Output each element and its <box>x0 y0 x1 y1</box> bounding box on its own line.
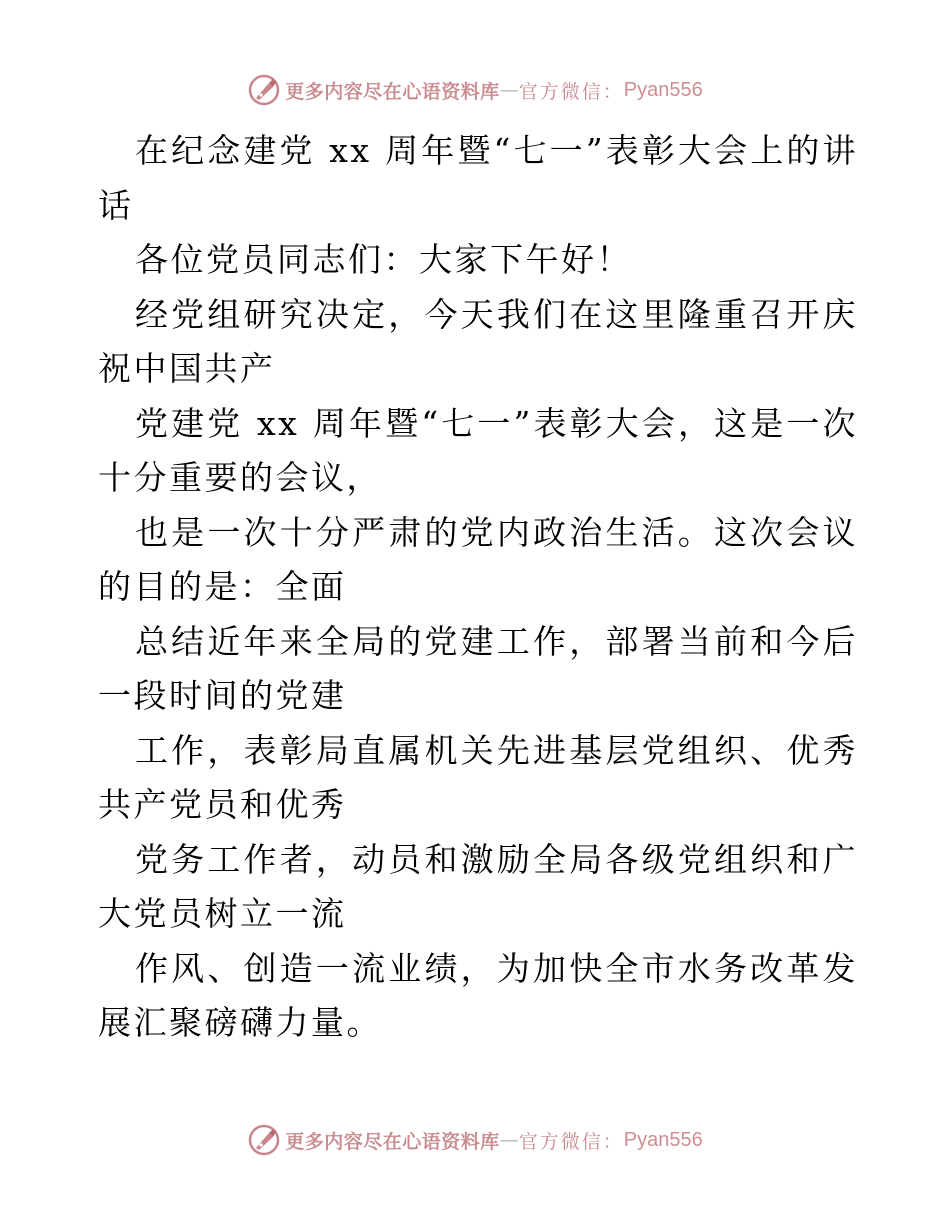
banner-brand-text: 更多内容尽在心语资料库 <box>285 80 500 103</box>
document-title: 在纪念建党 xx 周年暨“七一”表彰大会上的讲话 <box>98 131 858 225</box>
header-watermark-banner <box>0 70 950 110</box>
paragraph: 党建党 xx 周年暨“七一”表彰大会，这是一次十分重要的会议， <box>98 403 858 497</box>
paragraph: 作风、创造一流业绩，为加快全市水务改革发展汇聚磅礴力量。 <box>98 948 858 1042</box>
paragraph: 也是一次十分严肃的党内政治生活。这次会议的目的是：全面 <box>98 512 858 606</box>
banner-brand-text: 更多内容尽在心语资料库 <box>285 1130 500 1153</box>
banner-separator: — <box>499 79 519 101</box>
banner-wechat-label: 官方微信： <box>518 80 624 103</box>
banner-wechat-id: Pyan556 <box>623 78 703 101</box>
paragraph: 各位党员同志们：大家下午好！ <box>135 240 632 279</box>
paragraph: 党务工作者，动员和激励全局各级党组织和广大党员树立一流 <box>98 839 858 933</box>
paragraph: 工作，表彰局直属机关先进基层党组织、优秀共产党员和优秀 <box>98 730 858 824</box>
banner-separator: — <box>499 1129 519 1151</box>
banner-wechat-id: Pyan556 <box>623 1128 703 1151</box>
pen-nib-logo-icon <box>247 73 281 107</box>
pen-nib-logo-icon <box>247 1123 281 1157</box>
paragraph: 总结近年来全局的党建工作，部署当前和今后一段时间的党建 <box>98 621 858 715</box>
footer-watermark-banner <box>0 1120 950 1160</box>
banner-wechat-label: 官方微信： <box>518 1130 624 1153</box>
paragraph: 经党组研究决定，今天我们在这里隆重召开庆祝中国共产 <box>98 294 858 388</box>
document-body <box>98 124 858 1051</box>
